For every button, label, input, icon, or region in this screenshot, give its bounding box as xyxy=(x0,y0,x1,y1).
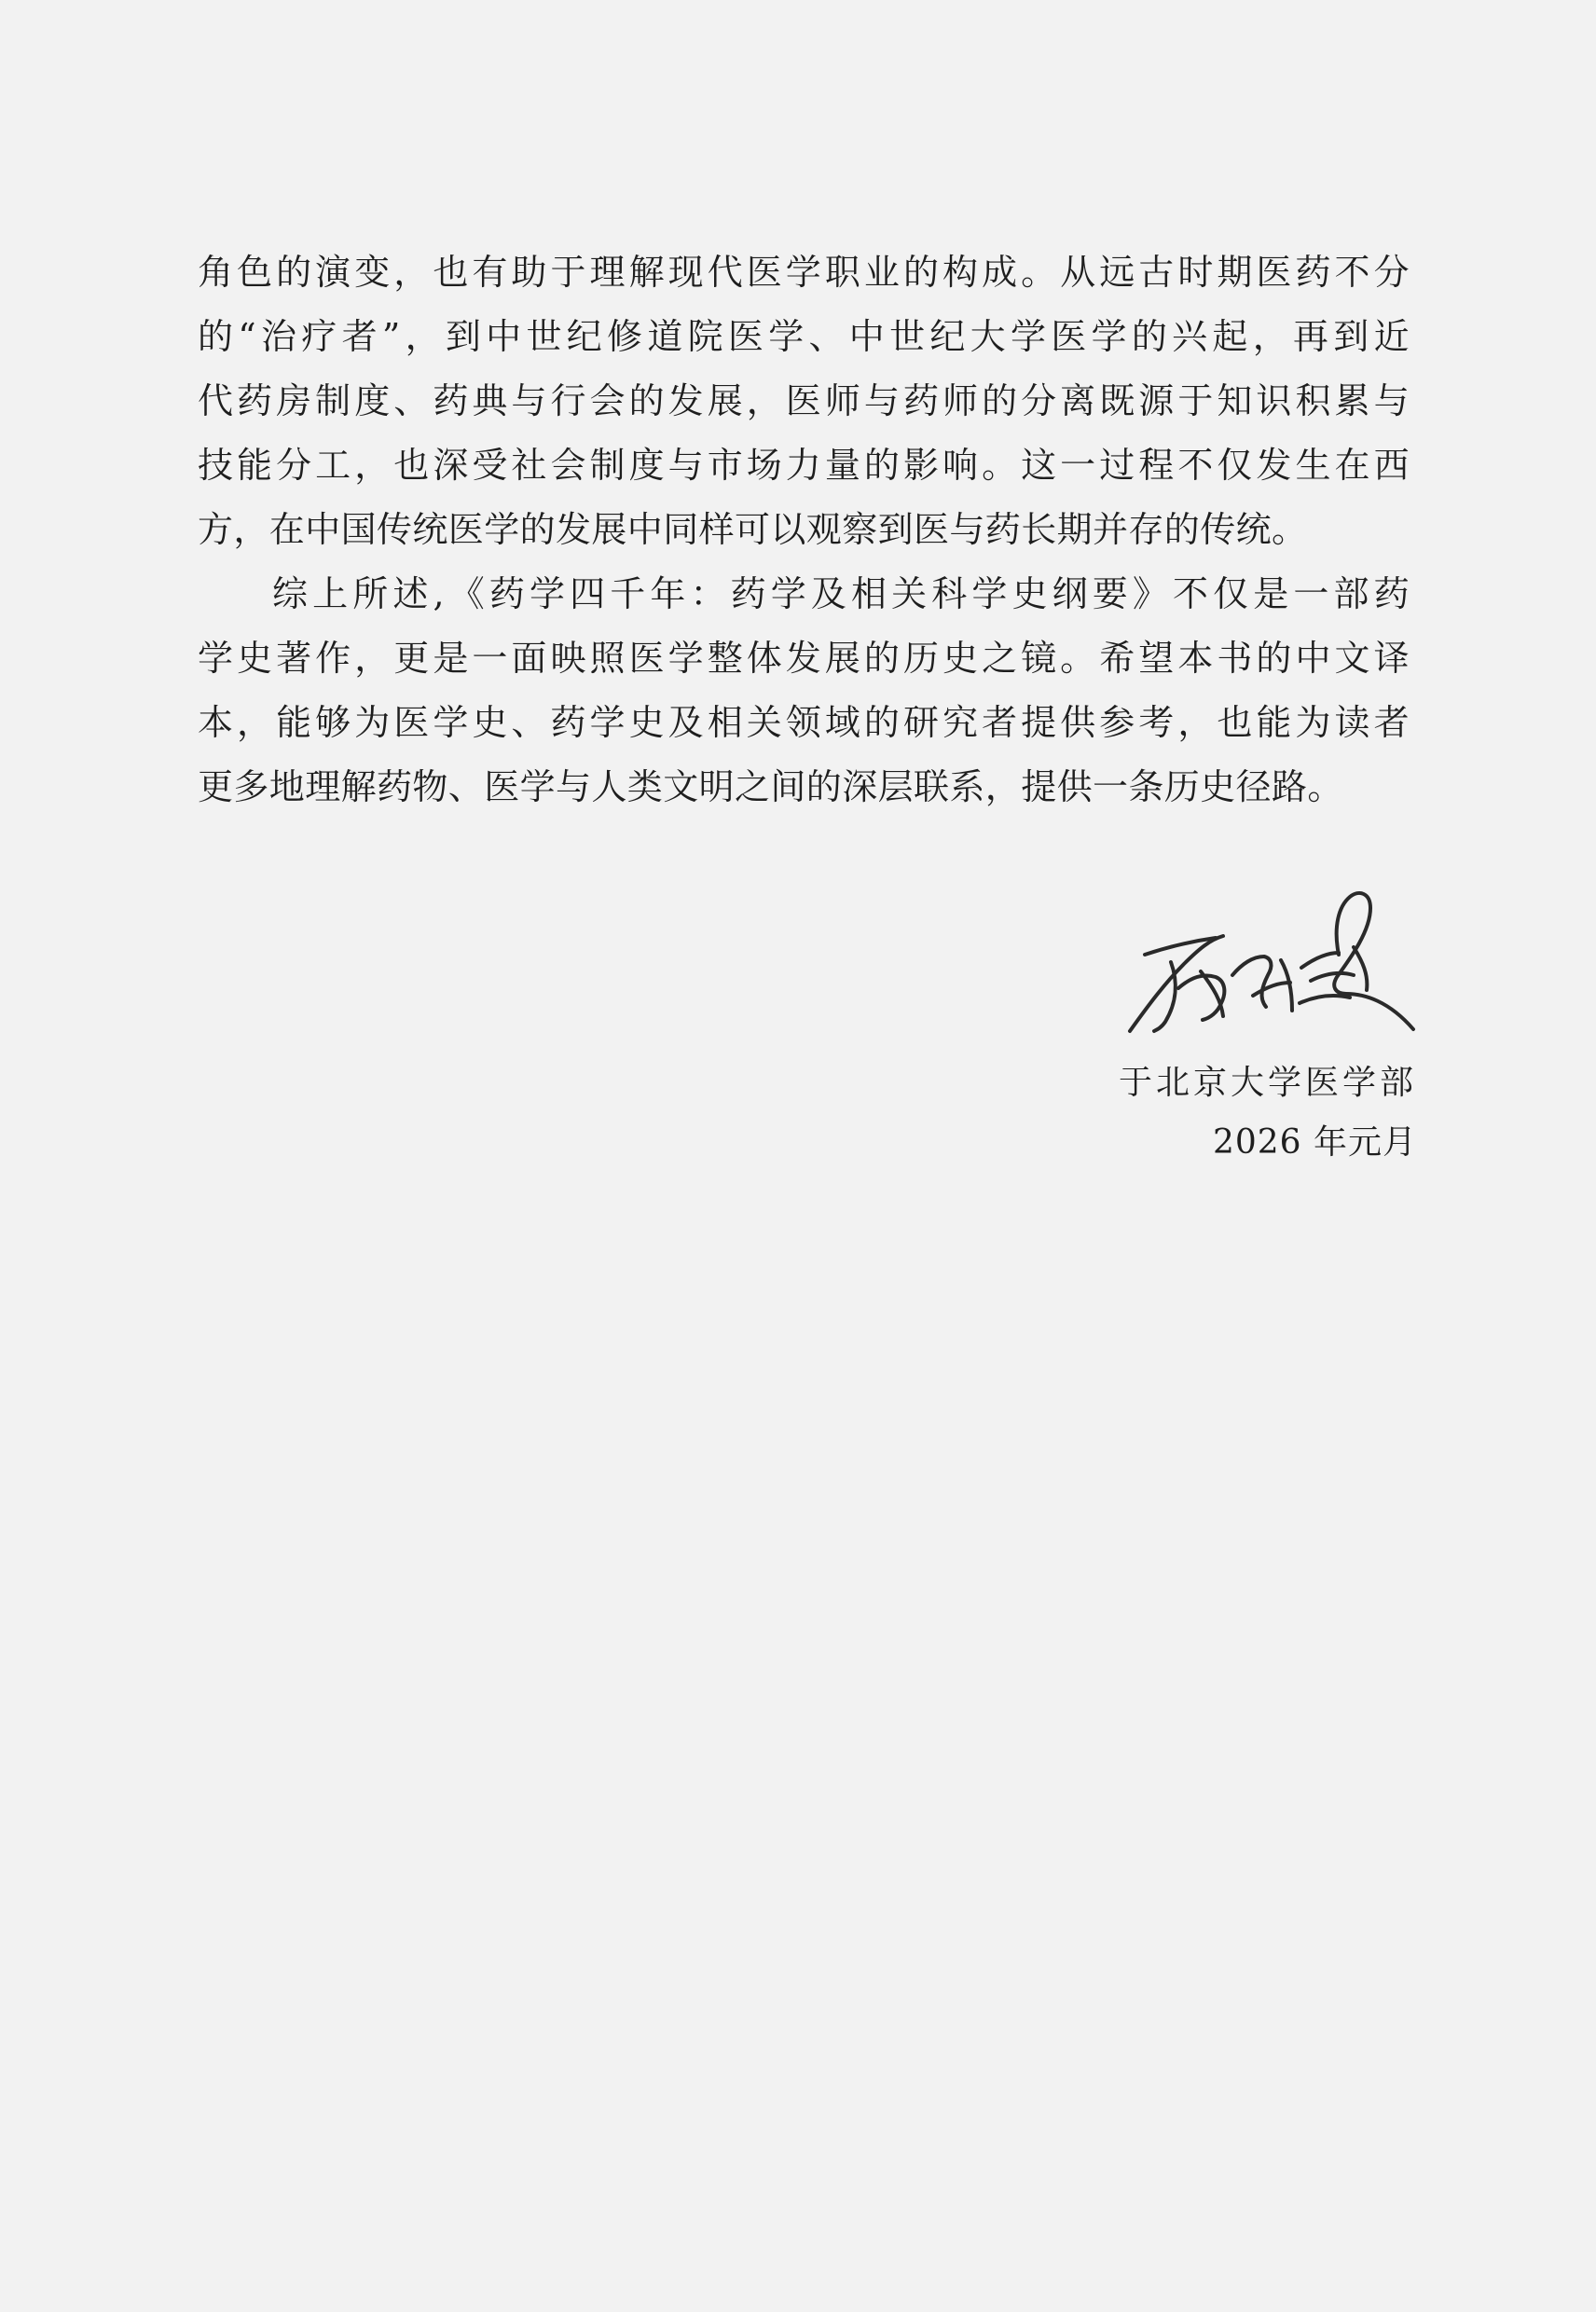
signature-date: 2026 年元月 xyxy=(1212,1123,1417,1162)
paragraph-1-line-1: 角色的演变，也有助于理解现代医学职业的构成。从远古时期医药不分 xyxy=(198,252,1410,293)
paragraph-1-line-5: 方，在中国传统医学的发展中同样可以观察到医与药长期并存的传统。 xyxy=(198,509,1308,550)
paragraph-2-line-1: 综上所述,《药学四千年：药学及相关科学史纲要》不仅是一部药 xyxy=(272,573,1410,614)
paragraph-1-line-3: 代药房制度、药典与行会的发展，医师与药师的分离既源于知识积累与 xyxy=(198,380,1410,421)
handwritten-signature xyxy=(1119,886,1426,1053)
paragraph-1-line-2: 的“治疗者”，到中世纪修道院医学、中世纪大学医学的兴起，再到近 xyxy=(198,316,1410,357)
signature-place: 于北京大学医学部 xyxy=(1118,1064,1417,1102)
paragraph-2-line-4: 更多地理解药物、医学与人类文明之间的深层联系，提供一条历史径路。 xyxy=(198,766,1343,807)
body-text xyxy=(198,241,1410,819)
paragraph-2-line-2: 学史著作，更是一面映照医学整体发展的历史之镜。希望本书的中文译 xyxy=(198,638,1410,679)
paragraph-1-line-4: 技能分工，也深受社会制度与市场力量的影响。这一过程不仅发生在西 xyxy=(198,445,1410,486)
paragraph-2-line-3: 本，能够为医学史、药学史及相关领域的研究者提供参考，也能为读者 xyxy=(198,702,1410,743)
